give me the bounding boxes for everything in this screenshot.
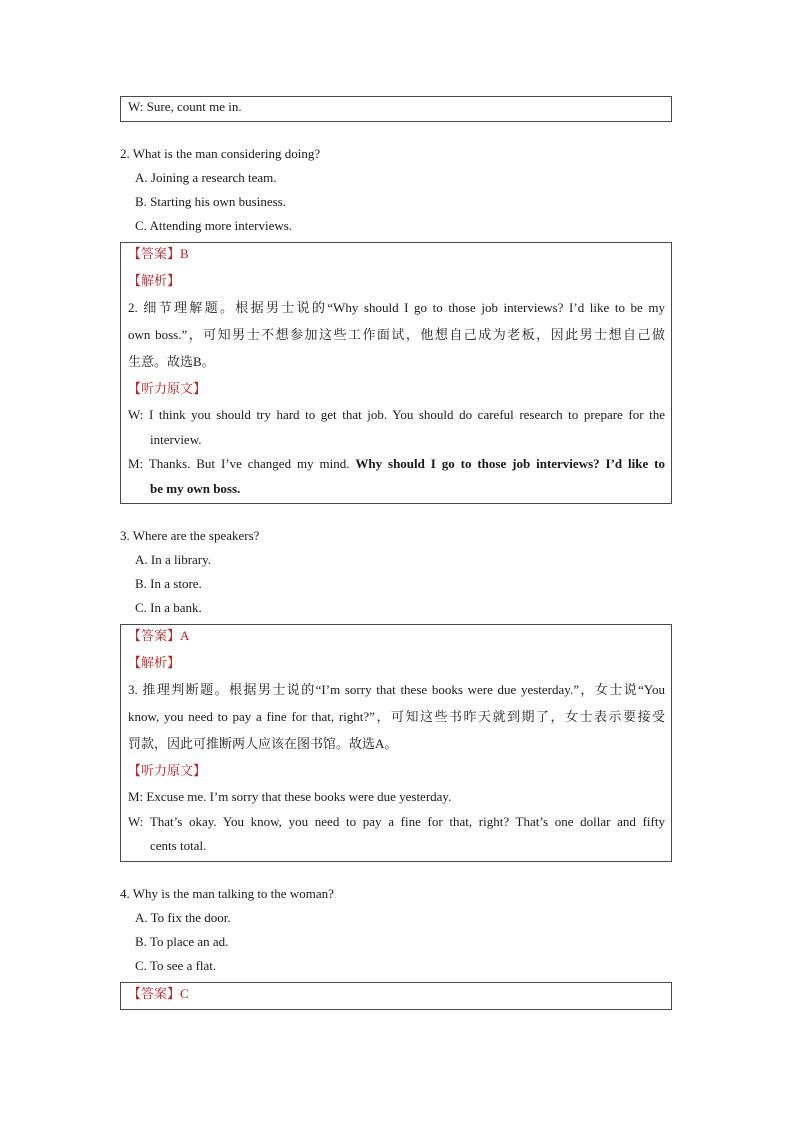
answer-box-1-tail <box>120 96 672 122</box>
q4-option-c: C. To see a flat. <box>135 958 217 973</box>
answer-box-4 <box>120 982 672 1010</box>
key-sentence: be my own boss. <box>150 481 241 496</box>
transcript-line: W: Sure, count me in. <box>128 99 242 114</box>
transcript-line <box>121 480 671 498</box>
q3-option-c: C. In a bank. <box>135 600 202 615</box>
question-4: 4. Why is the man talking to the woman? <box>120 886 334 901</box>
transcript-line: W: That’s okay. You know, you need to pay a fine for that, right? That’s one dollar and fifty <box>128 814 665 829</box>
question-2: 2. What is the man considering doing? <box>120 146 321 161</box>
analysis-line: 生意。故选B。 <box>128 354 215 369</box>
answer-label: 【答案】 <box>128 986 181 1001</box>
answer-box-2 <box>120 242 672 504</box>
question-3: 3. Where are the speakers? <box>120 528 260 543</box>
answer-value: A <box>180 628 190 643</box>
key-sentence: Why should I go to those job interviews? I’d like to <box>355 456 666 471</box>
analysis-label: 【解析】 <box>128 655 181 670</box>
q2-option-b: B. Starting his own business. <box>135 194 286 209</box>
answer-line <box>121 985 671 1003</box>
q3-option-a: A. In a library. <box>135 552 212 567</box>
analysis-line: 罚款，因此可推断两人应该在图书馆。故选A。 <box>128 736 398 751</box>
analysis-line: own boss.”，可知男士不想参加这些工作面试，他想自己成为老板，因此男士想自己做 <box>128 327 665 342</box>
q3-option-b: B. In a store. <box>135 576 202 591</box>
answer-line <box>121 627 671 645</box>
answer-line <box>121 245 671 263</box>
answer-box-3 <box>120 624 672 862</box>
analysis-line: know, you need to pay a fine for that, right?”，可知这些书昨天就到期了，女士表示要接受 <box>128 709 665 724</box>
transcript-line: cents total. <box>150 838 207 853</box>
answer-label: 【答案】 <box>128 628 181 643</box>
q4-option-b: B. To place an ad. <box>135 934 229 949</box>
transcript-line: interview. <box>150 432 202 447</box>
q4-option-a: A. To fix the door. <box>135 910 231 925</box>
speaker-text: M: Thanks. But I’ve changed my mind. <box>128 456 356 471</box>
transcript-label: 【听力原文】 <box>128 763 207 778</box>
answer-value: C <box>180 986 189 1001</box>
analysis-line: 3. 推理判断题。根据男士说的“I’m sorry that these books were due yesterday.”，女士说“You <box>128 682 665 697</box>
answer-value: B <box>180 246 189 261</box>
answer-label: 【答案】 <box>128 246 181 261</box>
q2-option-c: C. Attending more interviews. <box>135 218 293 233</box>
transcript-line <box>121 455 671 473</box>
transcript-line: M: Excuse me. I’m sorry that these books were due yesterday. <box>128 789 452 804</box>
transcript-label: 【听力原文】 <box>128 381 207 396</box>
transcript-line: W: I think you should try hard to get that job. You should do careful research to prepare for the <box>128 407 665 422</box>
analysis-label: 【解析】 <box>128 273 181 288</box>
analysis-line: 2. 细节理解题。根据男士说的“Why should I go to those job interviews? I’d like to be my <box>128 300 665 315</box>
q2-option-a: A. Joining a research team. <box>135 170 277 185</box>
